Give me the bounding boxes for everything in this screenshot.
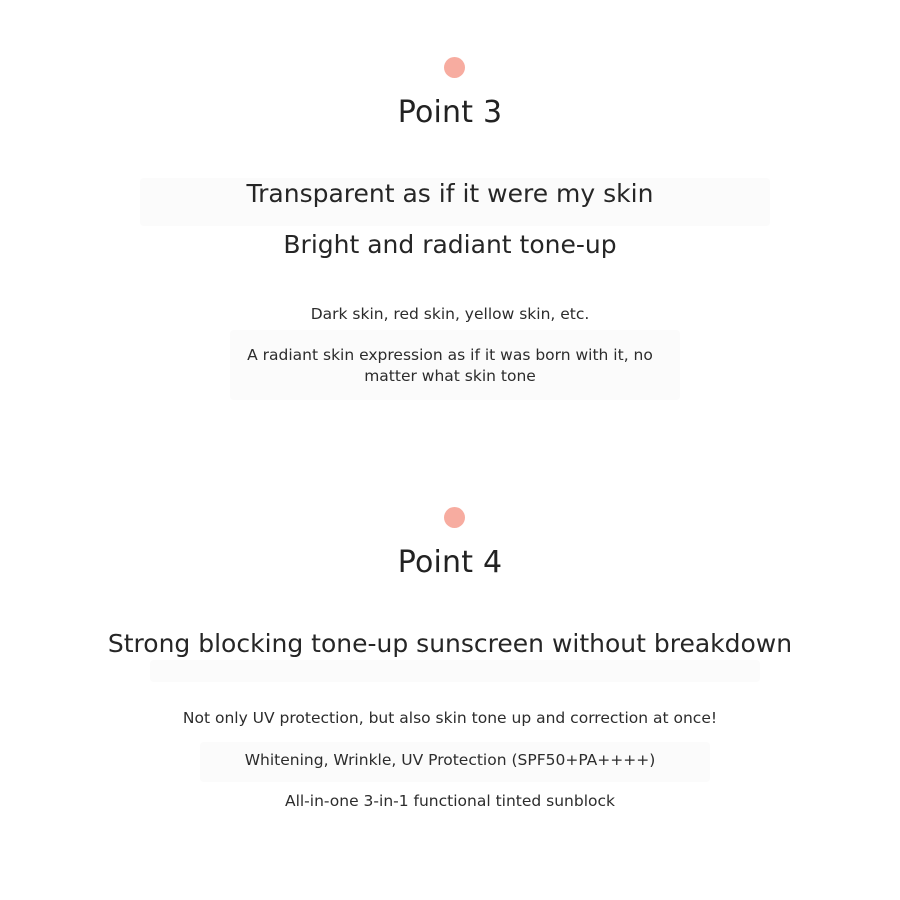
point4-title: Point 4 bbox=[397, 545, 503, 580]
point3-headline-2: Bright and radiant tone-up bbox=[283, 230, 617, 259]
point3-accent-dot bbox=[444, 57, 465, 78]
point4-body-1: Not only UV protection, but also skin tone up and correction at once! bbox=[182, 709, 718, 727]
point4-accent-dot bbox=[444, 507, 465, 528]
point4-body-2: Whitening, Wrinkle, UV Protection (SPF50+PA++++) bbox=[244, 751, 656, 769]
point3-body-2-line-1: A radiant skin expression as if it was born with it, no bbox=[247, 346, 653, 364]
point4-headline-band bbox=[150, 660, 760, 682]
point3-title: Point 3 bbox=[397, 95, 503, 130]
point4-body-3: All-in-one 3-in-1 functional tinted sunblock bbox=[284, 792, 616, 810]
point3-headline-1: Transparent as if it were my skin bbox=[246, 179, 654, 208]
point4-headline-1: Strong blocking tone-up sunscreen without breakdown bbox=[107, 629, 793, 658]
point3-body-2-line-2: matter what skin tone bbox=[364, 367, 536, 385]
point3-body-1: Dark skin, red skin, yellow skin, etc. bbox=[310, 305, 590, 323]
